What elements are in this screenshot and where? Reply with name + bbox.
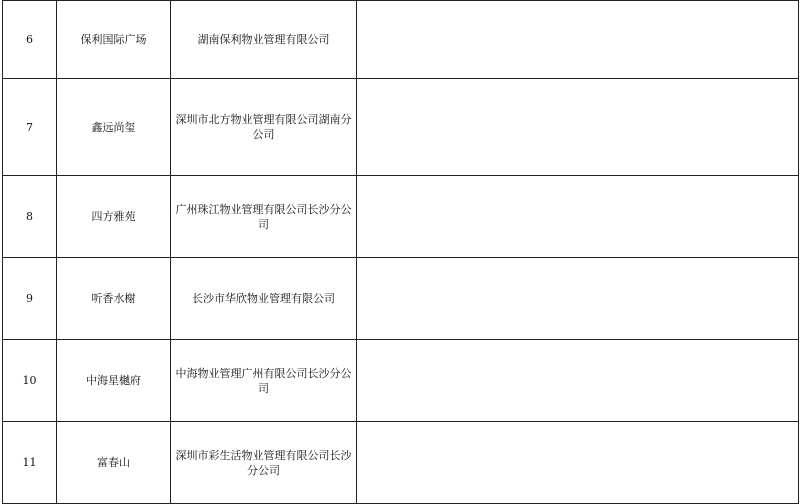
row-number: 9 <box>3 258 57 340</box>
table-row <box>3 1 799 79</box>
row-number: 6 <box>3 1 57 79</box>
company-name: 中海物业管理广州有限公司长沙分公司 <box>171 340 357 422</box>
project-name: 富春山 <box>57 422 171 504</box>
row-number: 7 <box>3 79 57 176</box>
table-row <box>3 258 799 340</box>
project-description <box>357 1 799 79</box>
company-name: 湖南保利物业管理有限公司 <box>171 1 357 79</box>
project-description <box>357 258 799 340</box>
project-description <box>357 176 799 258</box>
project-name: 保利国际广场 <box>57 1 171 79</box>
company-name: 广州珠江物业管理有限公司长沙分公司 <box>171 176 357 258</box>
project-name: 中海星樾府 <box>57 340 171 422</box>
table-row <box>3 340 799 422</box>
project-description <box>357 340 799 422</box>
row-number: 8 <box>3 176 57 258</box>
table-row <box>3 79 799 176</box>
project-table <box>2 0 799 504</box>
row-number: 11 <box>3 422 57 504</box>
project-description <box>357 79 799 176</box>
company-name: 长沙市华欣物业管理有限公司 <box>171 258 357 340</box>
table-row <box>3 176 799 258</box>
company-name: 深圳市北方物业管理有限公司湖南分公司 <box>171 79 357 176</box>
row-number: 10 <box>3 340 57 422</box>
table-row <box>3 422 799 504</box>
project-name: 四方雅苑 <box>57 176 171 258</box>
company-name: 深圳市彩生活物业管理有限公司长沙分公司 <box>171 422 357 504</box>
project-description <box>357 422 799 504</box>
project-name: 鑫远尚玺 <box>57 79 171 176</box>
project-name: 听香水榭 <box>57 258 171 340</box>
